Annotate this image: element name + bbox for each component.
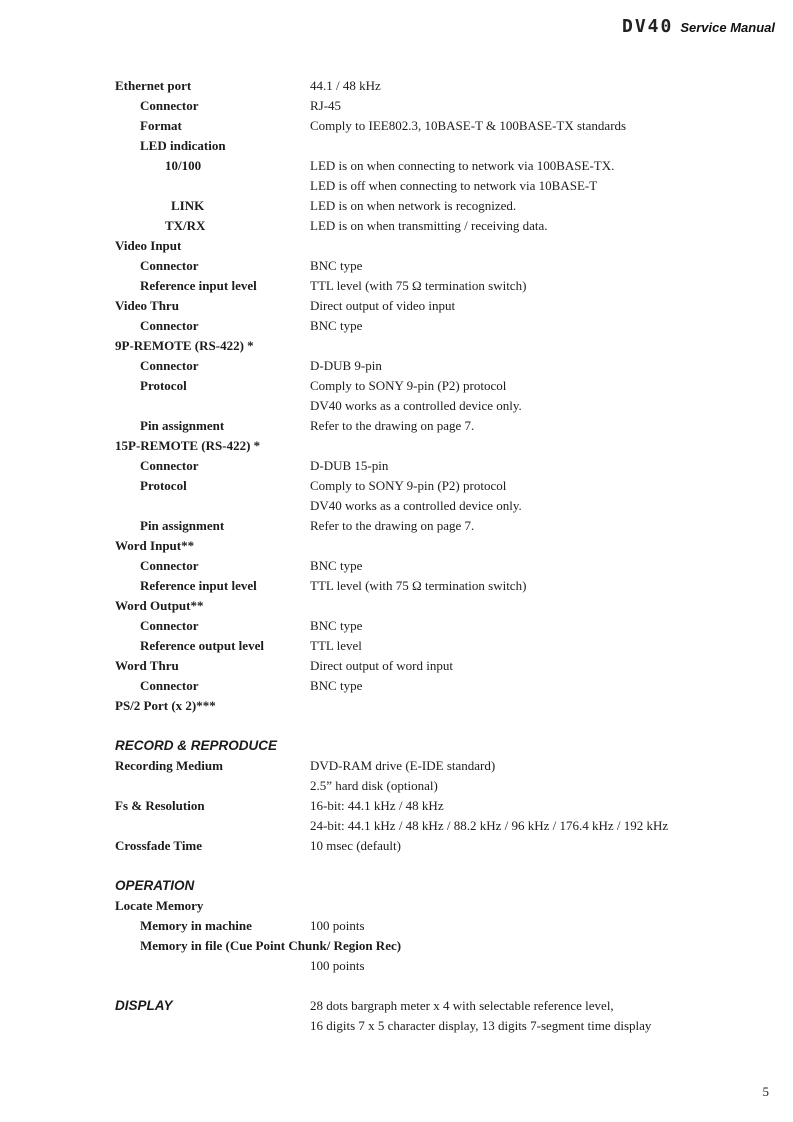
spec-value-line: DV40 works as a controlled device only. — [310, 398, 522, 413]
spec-values — [310, 416, 773, 436]
spec-row — [115, 376, 773, 416]
spec-row — [115, 236, 773, 256]
spec-label: Reference input level — [140, 578, 257, 593]
spec-label: Memory in machine — [140, 918, 252, 933]
spec-label: LINK — [171, 198, 205, 213]
spec-value-line: DV40 works as a controlled device only. — [310, 498, 522, 513]
spec-values — [310, 196, 773, 216]
spec-label: Connector — [140, 258, 199, 273]
spec-values — [310, 516, 773, 536]
spec-values — [310, 216, 773, 236]
spec-label: Word Output** — [115, 598, 204, 613]
spec-values — [310, 276, 773, 296]
spec-row — [115, 896, 773, 916]
spec-row — [115, 156, 773, 196]
section-heading: DISPLAY — [115, 998, 173, 1013]
spec-row — [115, 356, 773, 376]
spec-value-line: LED is on when connecting to network via 100BASE-TX. — [310, 158, 615, 173]
spec-label: LED indication — [140, 138, 226, 153]
spec-row — [115, 216, 773, 236]
spec-row — [115, 796, 773, 836]
spec-value-line: Comply to SONY 9-pin (P2) protocol — [310, 378, 507, 393]
spec-label: 9P-REMOTE (RS-422) * — [115, 338, 254, 353]
spec-row — [115, 276, 773, 296]
spec-content — [115, 76, 773, 1036]
spec-label: Reference input level — [140, 278, 257, 293]
spec-label: 10/100 — [165, 158, 202, 173]
spec-row — [115, 656, 773, 676]
spec-label: Protocol — [140, 378, 187, 393]
spec-value-line: TTL level (with 75 Ω termination switch) — [310, 578, 527, 593]
spec-label: Connector — [140, 358, 199, 373]
spec-label: Pin assignment — [140, 418, 225, 433]
spec-values — [310, 616, 773, 636]
spec-label: Format — [140, 118, 182, 133]
spec-value-line: Comply to IEE802.3, 10BASE-T & 100BASE-TX standards — [310, 118, 627, 133]
spec-label: Connector — [140, 618, 199, 633]
spec-label: Ethernet port — [115, 78, 192, 93]
spec-value-line: 16 digits 7 x 5 character display, 13 digits 7-segment time display — [310, 1018, 652, 1033]
spec-row — [115, 636, 773, 656]
spec-value-line: Comply to SONY 9-pin (P2) protocol — [310, 478, 507, 493]
spec-row — [115, 696, 773, 716]
spec-values — [310, 376, 773, 416]
spec-row — [115, 416, 773, 436]
spec-values — [310, 356, 773, 376]
spec-row — [115, 536, 773, 556]
spec-row — [115, 76, 773, 96]
spec-label: Connector — [140, 678, 199, 693]
spec-row — [115, 516, 773, 536]
spec-value-line: BNC type — [310, 618, 363, 633]
spec-label: Locate Memory — [115, 898, 204, 913]
spec-value-line: 44.1 / 48 kHz — [310, 78, 381, 93]
spec-values — [310, 916, 773, 936]
spec-value-line: Direct output of video input — [310, 298, 456, 313]
spec-value-line: 16-bit: 44.1 kHz / 48 kHz — [310, 798, 444, 813]
spec-label: Recording Medium — [115, 758, 223, 773]
spec-label: PS/2 Port (x 2)*** — [115, 698, 216, 713]
spec-label: Connector — [140, 318, 199, 333]
spec-values — [310, 76, 773, 96]
spec-value-line: BNC type — [310, 258, 363, 273]
spec-values — [310, 116, 773, 136]
section-heading-row — [115, 876, 773, 896]
spec-value-line: DVD-RAM drive (E-IDE standard) — [310, 758, 496, 773]
spec-value-line: 2.5” hard disk (optional) — [310, 778, 438, 793]
spec-row — [115, 956, 773, 976]
spec-value-line: TTL level — [310, 638, 362, 653]
spec-row — [115, 616, 773, 636]
spec-value-line: LED is off when connecting to network via 10BASE-T — [310, 178, 598, 193]
spec-value-line: Refer to the drawing on page 7. — [310, 518, 475, 533]
spec-value-line: BNC type — [310, 318, 363, 333]
section-heading: RECORD & REPRODUCE — [115, 738, 278, 753]
spec-row — [115, 596, 773, 616]
spec-row — [115, 916, 773, 936]
spec-label: Connector — [140, 98, 199, 113]
spec-value-line: 10 msec (default) — [310, 838, 401, 853]
spec-values — [310, 256, 773, 276]
spec-label: Pin assignment — [140, 518, 225, 533]
spec-value-line: D-DUB 9-pin — [310, 358, 382, 373]
spec-row — [115, 476, 773, 516]
spec-row — [115, 556, 773, 576]
spec-values — [310, 656, 773, 676]
spec-values — [310, 756, 773, 796]
brand-logo: DV40 — [621, 16, 674, 37]
spec-row — [115, 576, 773, 596]
spec-label: Connector — [140, 558, 199, 573]
spec-value-line: LED is on when transmitting / receiving data. — [310, 218, 548, 233]
spec-values — [310, 676, 773, 696]
spec-row — [115, 676, 773, 696]
spec-value-line: 100 points — [310, 958, 365, 973]
spec-values — [310, 316, 773, 336]
spec-label: Word Input** — [115, 538, 195, 553]
spec-value-line: BNC type — [310, 558, 363, 573]
spec-values — [310, 556, 773, 576]
spec-value-line: Direct output of word input — [310, 658, 453, 673]
spec-value-line: 28 dots bargraph meter x 4 with selectable reference level, — [310, 998, 614, 1013]
page-header — [622, 16, 775, 37]
spec-row — [115, 196, 773, 216]
manual-title: Service Manual — [680, 20, 775, 35]
spec-label: Reference output level — [140, 638, 264, 653]
spec-value-line: 24-bit: 44.1 kHz / 48 kHz / 88.2 kHz / 96 kHz / 176.4 kHz / 192 kHz — [310, 818, 669, 833]
spec-value-line: 100 points — [310, 918, 365, 933]
spec-value-line: D-DUB 15-pin — [310, 458, 389, 473]
spec-values — [310, 796, 773, 836]
spec-row — [115, 456, 773, 476]
spec-row — [115, 836, 773, 856]
spec-label: Crossfade Time — [115, 838, 203, 853]
spec-row — [115, 256, 773, 276]
spec-row — [115, 96, 773, 116]
spec-value-line: Refer to the drawing on page 7. — [310, 418, 475, 433]
spec-values — [310, 636, 773, 656]
spec-row — [115, 756, 773, 796]
spec-values — [310, 576, 773, 596]
spec-row — [115, 336, 773, 356]
spec-values — [310, 476, 773, 516]
spec-value-line: TTL level (with 75 Ω termination switch) — [310, 278, 527, 293]
spec-value-line: RJ-45 — [310, 98, 342, 113]
spec-row — [115, 136, 773, 156]
spec-values — [310, 296, 773, 316]
spec-label: Video Thru — [115, 298, 179, 313]
spec-row — [115, 436, 773, 456]
spec-label: Protocol — [140, 478, 187, 493]
section-heading: OPERATION — [115, 878, 195, 893]
spec-values — [310, 156, 773, 196]
spec-value-line: BNC type — [310, 678, 363, 693]
spec-label: Video Input — [115, 238, 182, 253]
spec-values — [310, 456, 773, 476]
spec-row — [115, 936, 773, 956]
spec-row — [115, 116, 773, 136]
spec-label: Fs & Resolution — [115, 798, 205, 813]
section-heading-row — [115, 736, 773, 756]
spec-values — [310, 996, 773, 1036]
spec-values — [310, 956, 773, 976]
spec-label: Memory in file (Cue Point Chunk/ Region Rec) — [140, 938, 402, 953]
spec-label: 15P-REMOTE (RS-422) * — [115, 438, 261, 453]
section-heading-row — [115, 996, 773, 1036]
spec-value-line: LED is on when network is recognized. — [310, 198, 517, 213]
page-number: 5 — [762, 1084, 769, 1099]
spec-values — [310, 96, 773, 116]
spec-values — [310, 836, 773, 856]
spec-label: Word Thru — [115, 658, 179, 673]
spec-label: TX/RX — [165, 218, 206, 233]
spec-label: Connector — [140, 458, 199, 473]
spec-row — [115, 316, 773, 336]
spec-row — [115, 296, 773, 316]
